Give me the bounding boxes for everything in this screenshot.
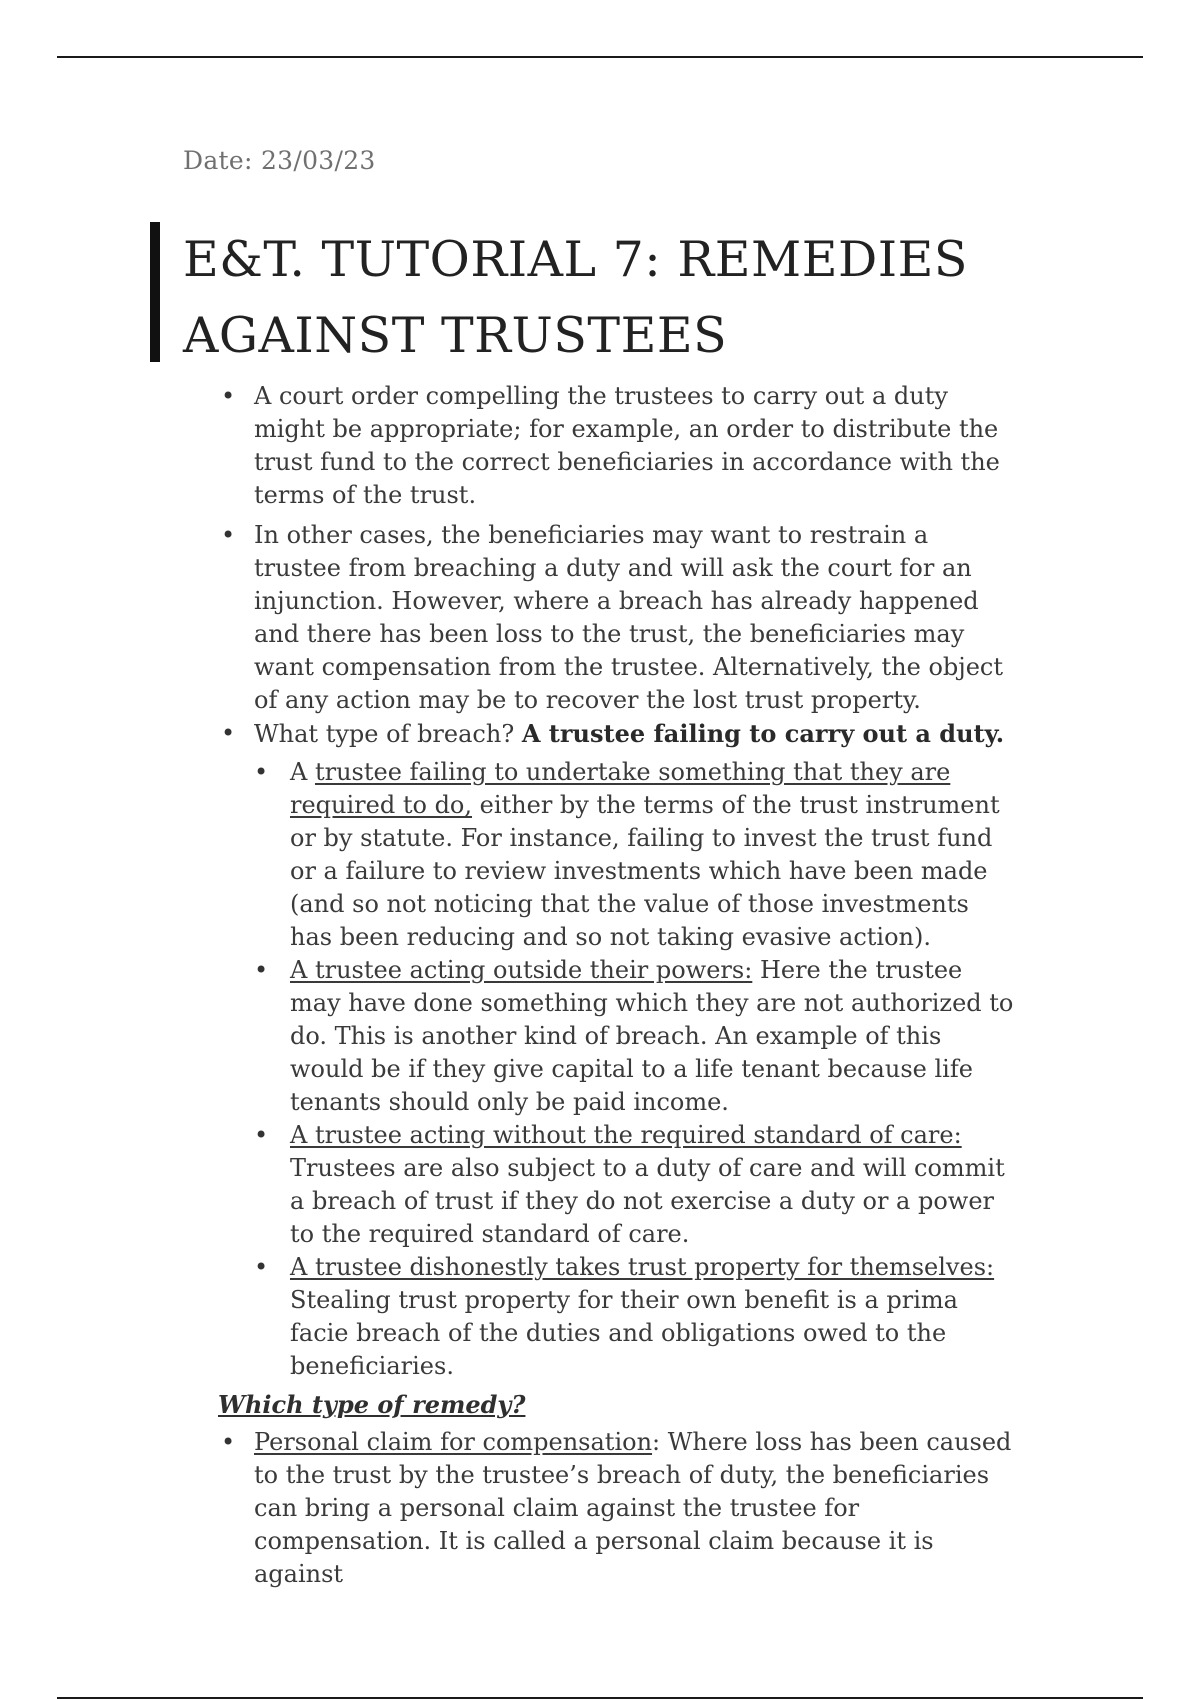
remedy-heading-text: Personal claim for compensation (254, 1428, 653, 1456)
remedy-list (0, 1426, 1200, 1591)
bullet-icon: • (254, 758, 269, 786)
list-item (221, 519, 1018, 717)
date-label: Date: 23/03/23 (183, 146, 376, 175)
bullet-text: In other cases, the beneficiaries may want to restrain a trustee from breaching a duty and will ask the court for an injunction. However, where a breach has already happened and there has been loss to the trust, the beneficiaries may want compensation from the trustee. Alternatively, the object of any action may be to recover the lost trust property. (254, 521, 1004, 714)
list-item-breach-type (254, 1251, 1018, 1383)
breach-type-heading: A trustee acting outside their powers: (290, 956, 753, 984)
breach-type-text: Here the trustee may have done something which they are not authorized to do. This is another kind of breach. An example of this would be if they give capital to a life tenant because life tenants should only be paid income. (290, 956, 1014, 1116)
list-item-breach-type (254, 954, 1018, 1119)
title-accent-bar (150, 222, 160, 362)
breach-type-heading: trustee failing to undertake something that they are required to do, (290, 758, 951, 819)
bullet-icon: • (221, 382, 236, 410)
list-item-breach-question (221, 717, 1018, 751)
breach-question: What type of breach? (254, 720, 515, 748)
list-item-remedy (221, 1426, 1018, 1591)
top-rule (57, 56, 1143, 58)
bullet-icon: • (254, 956, 269, 984)
bullet-icon: • (254, 1121, 269, 1149)
breach-types-list (0, 756, 1200, 1383)
breach-answer: A trustee failing to carry out a duty. (521, 719, 1005, 748)
bottom-rule (57, 1697, 1143, 1699)
breach-type-heading: A trustee acting without the required standard of care: (290, 1121, 962, 1149)
list-item-breach-type (254, 756, 1018, 954)
bullet-icon: • (221, 1428, 236, 1456)
breach-type-prefix: A (290, 758, 315, 786)
bullet-icon: • (221, 719, 236, 747)
document-body (0, 380, 1200, 1591)
breach-type-heading: A trustee dishonestly takes trust property for themselves: (290, 1253, 995, 1281)
remedy-text: : Where loss has been caused to the trust by the trustee’s breach of duty, the beneficiaries can bring a personal claim against the trustee for compensation. It is called a personal claim because it is against (254, 1428, 1012, 1588)
breach-type-text: Trustees are also subject to a duty of care and will commit a breach of trust if they do not exercise a duty or a power to the required standard of care. (290, 1154, 1005, 1248)
breach-type-text: either by the terms of the trust instrument or by statute. For instance, failing to invest the trust fund or a failure to review investments which have been made (and so not noticing that the value of those investments has been reducing and so not taking evasive action). (290, 791, 1000, 951)
breach-type-text: Stealing trust property for their own benefit is a prima facie breach of the duties and obligations owed to the beneficiaries. (290, 1286, 958, 1380)
intro-list (0, 380, 1200, 751)
list-item-breach-type (254, 1119, 1018, 1251)
page-title: E&T. TUTORIAL 7: REMEDIES AGAINST TRUSTEES (183, 231, 968, 364)
list-item (221, 380, 1018, 512)
bullet-text: A court order compelling the trustees to carry out a duty might be appropriate; for example, an order to distribute the trust fund to the correct beneficiaries in accordance with the terms of the trust. (254, 382, 1000, 509)
bullet-icon: • (254, 1253, 269, 1281)
bullet-icon: • (221, 521, 236, 549)
remedy-heading: Which type of remedy? (218, 1390, 526, 1419)
